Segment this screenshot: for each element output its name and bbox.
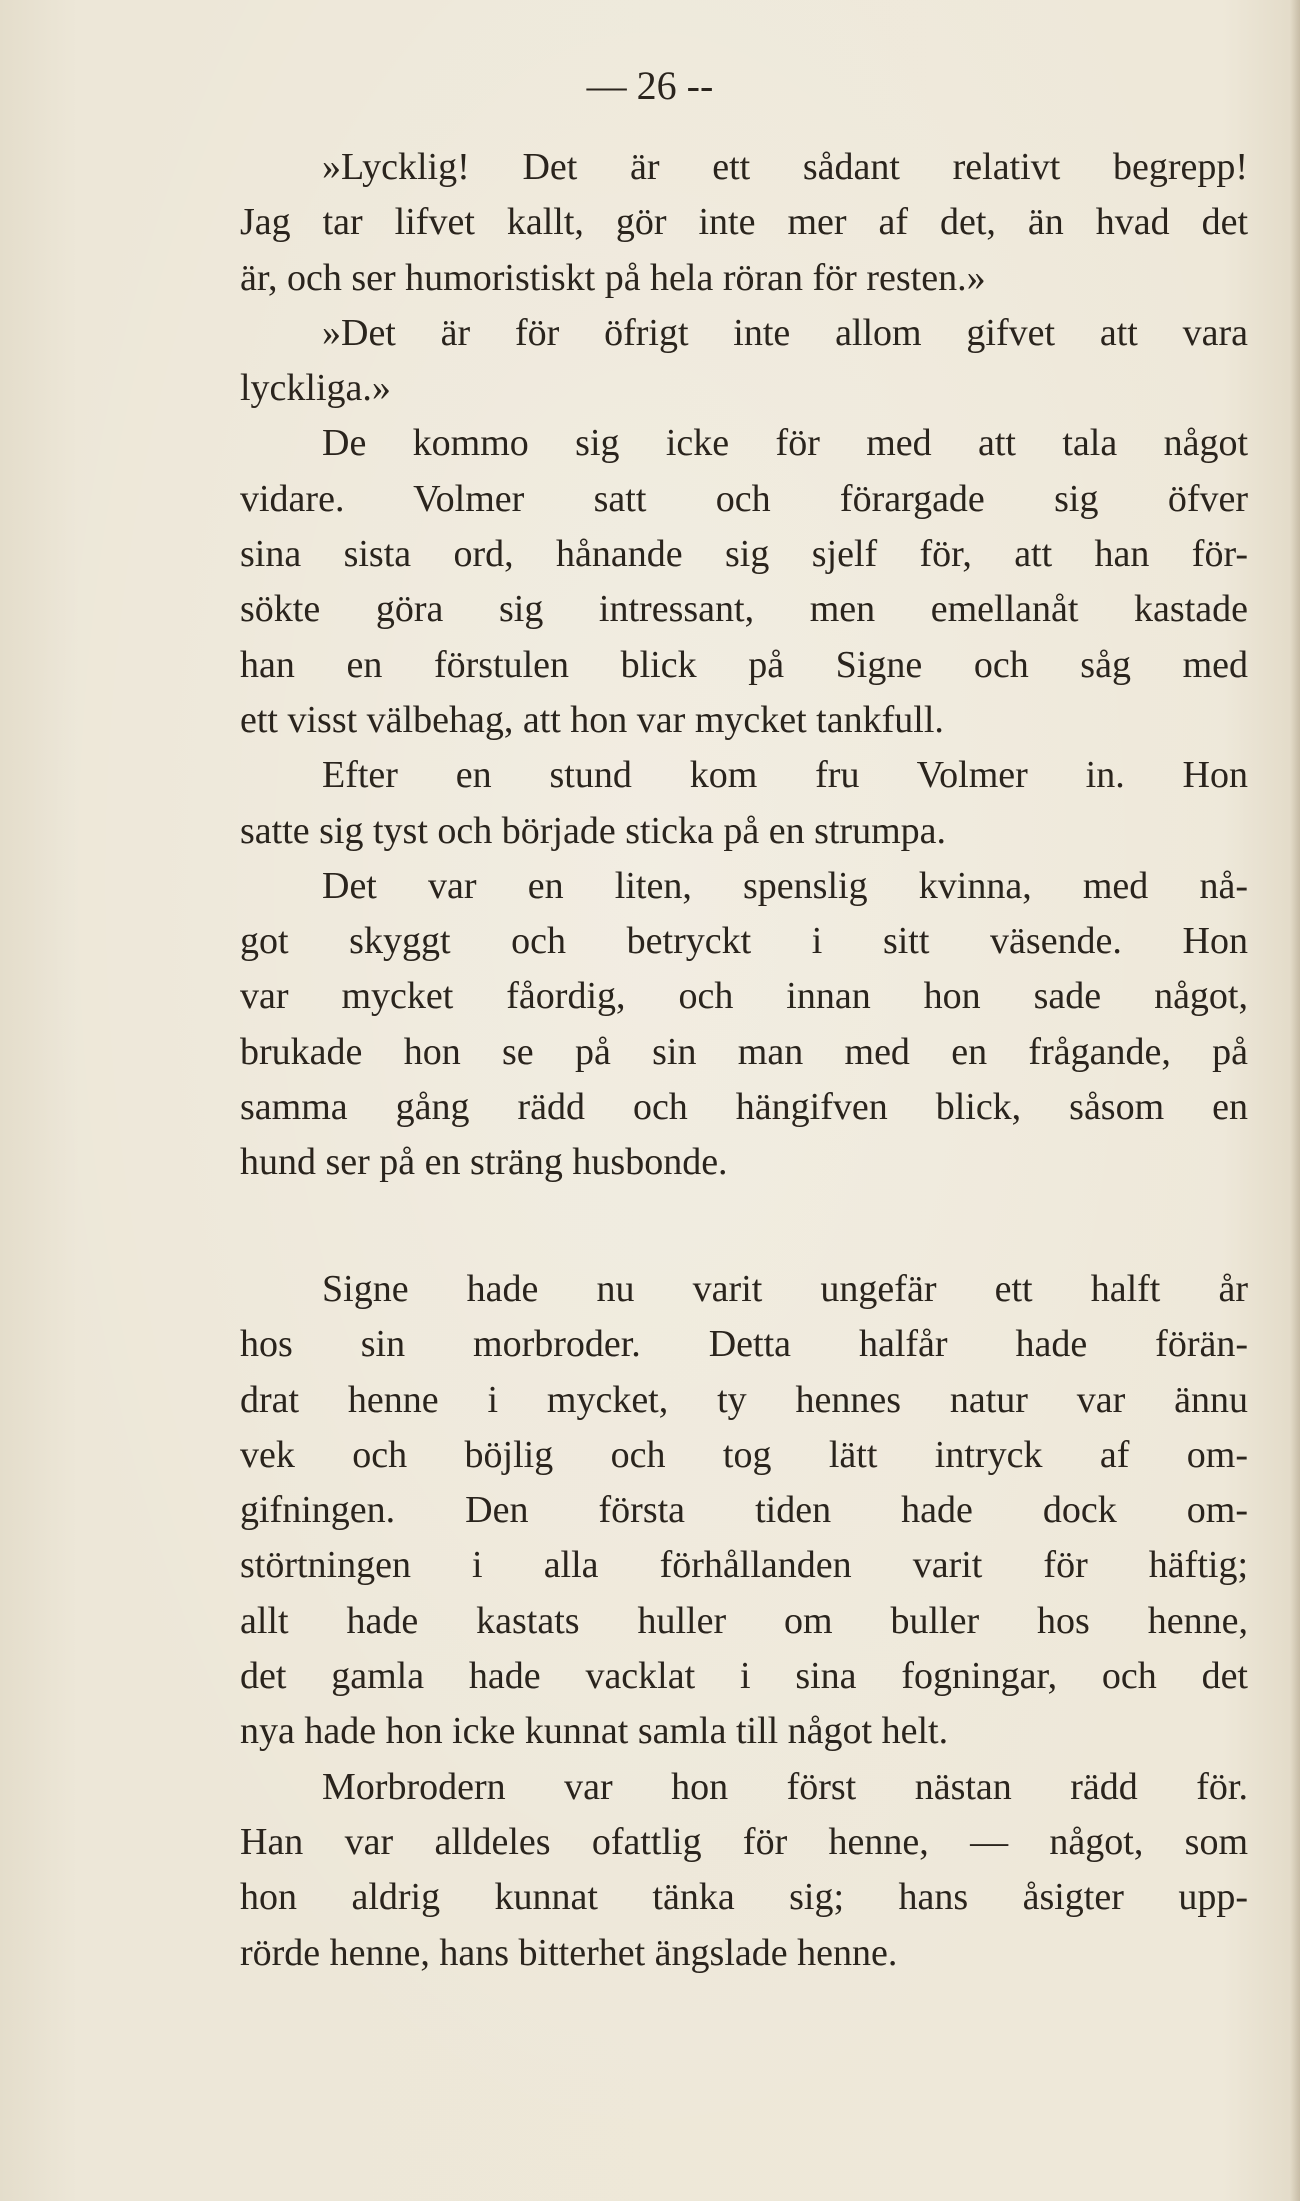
text-line: Det var en liten, spenslig kvinna, med nå- xyxy=(322,864,1248,907)
text-line: Efter en stund kom fru Volmer in. Hon xyxy=(322,754,1248,797)
text-block-upper xyxy=(240,140,1248,1191)
text-block-lower xyxy=(240,1262,1248,1981)
text-line: sina sista ord, hånande sig sjelf för, att han för- xyxy=(240,533,1248,576)
text-line: hund ser på en sträng husbonde. xyxy=(240,1141,728,1184)
text-line: var mycket fåordig, och innan hon sade något, xyxy=(240,975,1248,1018)
text-line: got skyggt och betryckt i sitt väsende. Hon xyxy=(240,920,1248,963)
text-line: sökte göra sig intressant, men emellanåt kastade xyxy=(240,588,1248,631)
text-line: vidare. Volmer satt och förargade sig öfver xyxy=(240,477,1248,520)
text-line: rörde henne, hans bitterhet ängslade henne. xyxy=(240,1931,898,1974)
text-line: hos sin morbroder. Detta halfår hade förän- xyxy=(240,1323,1248,1366)
text-line: »Lycklig! Det är ett sådant relativt begrepp! xyxy=(322,146,1248,188)
text-line: Signe hade nu varit ungefär ett halft år xyxy=(322,1268,1248,1310)
text-line: Jag tar lifvet kallt, gör inte mer af det, än hvad det xyxy=(240,201,1248,244)
text-line: störtningen i alla förhållanden varit för häftig; xyxy=(240,1544,1248,1587)
text-line: är, och ser humoristiskt på hela röran för resten.» xyxy=(240,256,986,299)
text-line: Han var alldeles ofattlig för henne, — något, som xyxy=(240,1820,1248,1863)
text-line: ett visst välbehag, att hon var mycket tankfull. xyxy=(240,698,944,741)
text-line: vek och böjlig och tog lätt intryck af om- xyxy=(240,1433,1248,1476)
text-line: lyckliga.» xyxy=(240,367,391,410)
text-line: satte sig tyst och började sticka på en strumpa. xyxy=(240,809,946,852)
text-line: drat henne i mycket, ty hennes natur var ännu xyxy=(240,1378,1248,1421)
text-line: De kommo sig icke för med att tala något xyxy=(322,422,1248,465)
text-line: det gamla hade vacklat i sina fogningar, och det xyxy=(240,1655,1248,1698)
text-line: brukade hon se på sin man med en frågande, på xyxy=(240,1030,1248,1073)
page-number: — 26 -- xyxy=(586,63,714,108)
text-line: han en förstulen blick på Signe och såg med xyxy=(240,643,1248,686)
text-line: Morbrodern var hon först nästan rädd för. xyxy=(322,1765,1248,1808)
text-line: hon aldrig kunnat tänka sig; hans åsigter upp- xyxy=(240,1876,1248,1919)
text-line: allt hade kastats huller om buller hos henne, xyxy=(240,1599,1248,1642)
text-line: nya hade hon icke kunnat samla till något helt. xyxy=(240,1710,949,1753)
text-line: »Det är för öfrigt inte allom gifvet att vara xyxy=(322,311,1248,354)
text-line: gifningen. Den första tiden hade dock om- xyxy=(240,1489,1248,1532)
page-edge-shadow xyxy=(1290,0,1300,2201)
text-line: samma gång rädd och hängifven blick, såsom en xyxy=(240,1086,1248,1129)
